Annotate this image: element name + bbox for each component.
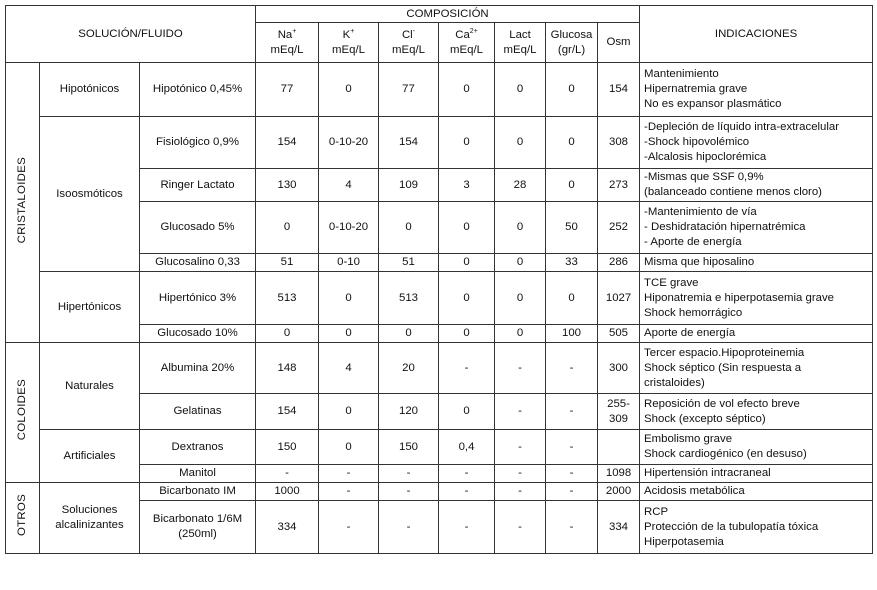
- group-label-text: OTROS: [16, 494, 28, 537]
- value-cl: 120: [379, 394, 439, 430]
- indication-line: TCE grave: [644, 276, 699, 289]
- value-cl: 513: [379, 272, 439, 325]
- subgroup-label: Isoosmóticos: [40, 117, 140, 272]
- value-cl: 77: [379, 63, 439, 117]
- value-cl: 51: [379, 254, 439, 272]
- value-lact: -: [495, 430, 546, 465]
- value-k: 0-10-20: [319, 202, 379, 254]
- value-lact: -: [495, 394, 546, 430]
- column-header-cl: [379, 23, 439, 63]
- indication-line: Hiponatremia e hiperpotasemia grave: [644, 291, 834, 304]
- indication-line: Embolismo grave: [644, 433, 733, 445]
- table-row: [6, 272, 873, 325]
- indication-line: Shock hemorrágico: [644, 306, 743, 319]
- indications-cell: [640, 117, 873, 169]
- value-na: 1000: [256, 483, 319, 501]
- solution-name: Glucosado 5%: [140, 202, 256, 254]
- value-cl: 154: [379, 117, 439, 169]
- indication-line: Hipernatremia grave: [644, 83, 748, 95]
- column-header-sup: +: [292, 27, 297, 35]
- value-osm: 255- 309: [598, 394, 640, 430]
- solution-name: Albumina 20%: [140, 343, 256, 394]
- indication-line: Misma que hiposalino: [644, 256, 755, 268]
- indication-line: Reposición de vol efecto breve: [644, 397, 800, 410]
- column-header-unit: mEq/L: [450, 43, 483, 56]
- value-glu: 0: [546, 272, 598, 325]
- indication-line: -Alcalosis hipoclorémica: [644, 151, 767, 163]
- value-k: 0-10-20: [319, 117, 379, 169]
- value-lact: 0: [495, 272, 546, 325]
- column-header-sup: 2+: [469, 27, 478, 35]
- indications-cell: [640, 501, 873, 554]
- value-cl: 0: [379, 325, 439, 343]
- value-ca: -: [439, 501, 495, 554]
- indications-cell: [640, 169, 873, 202]
- value-k: 4: [319, 343, 379, 394]
- value-ca: -: [439, 465, 495, 483]
- value-na: 130: [256, 169, 319, 202]
- value-glu: 0: [546, 63, 598, 117]
- value-na: 77: [256, 63, 319, 117]
- column-header-unit: (gr/L): [557, 43, 586, 56]
- indications-cell: [640, 483, 873, 501]
- indication-line: Shock cardiogénico (en desuso): [644, 448, 807, 460]
- column-header-label: [549, 28, 594, 43]
- indications-cell: [640, 325, 873, 343]
- indication-line: Acidosis metabólica: [644, 485, 745, 497]
- indication-line: Tercer espacio.Hipoproteinemia: [644, 346, 805, 359]
- indication-line: -Shock hipovolémico: [644, 136, 750, 148]
- indication-line: cristaloides): [644, 376, 705, 389]
- value-cl: -: [379, 483, 439, 501]
- solution-name: Dextranos: [140, 430, 256, 465]
- indication-line: Hiperpotasemia: [644, 535, 724, 548]
- column-header-label: [259, 28, 315, 43]
- value-osm: 1027: [598, 272, 640, 325]
- header-row-1: [6, 6, 873, 23]
- value-osm: 2000: [598, 483, 640, 501]
- value-osm: 1098: [598, 465, 640, 483]
- group-label-cristaloides: [6, 63, 40, 343]
- value-k: -: [319, 501, 379, 554]
- solucion-header: SOLUCIÓN/FLUIDO: [6, 6, 256, 63]
- value-k: 0-10: [319, 254, 379, 272]
- value-glu: 33: [546, 254, 598, 272]
- value-lact: 0: [495, 254, 546, 272]
- indication-line: Hipertensión intracraneal: [644, 467, 771, 479]
- value-k: 0: [319, 272, 379, 325]
- subgroup-label: Artificiales: [40, 430, 140, 483]
- value-na: 148: [256, 343, 319, 394]
- column-header-sup: +: [350, 27, 355, 35]
- table-row: [6, 117, 873, 169]
- value-ca: 0: [439, 63, 495, 117]
- subgroup-label: Soluciones alcalinizantes: [40, 483, 140, 554]
- value-cl: 109: [379, 169, 439, 202]
- indications-cell: [640, 202, 873, 254]
- value-ca: 0: [439, 254, 495, 272]
- value-osm: 273: [598, 169, 640, 202]
- column-header-na: [256, 23, 319, 63]
- indications-cell: [640, 254, 873, 272]
- column-header-unit: mEq/L: [503, 43, 537, 56]
- value-ca: 0: [439, 325, 495, 343]
- indication-line: Protección de la tubulopatía tóxica: [644, 520, 819, 533]
- indication-line: Shock (excepto séptico): [644, 412, 766, 425]
- indication-line: Shock séptico (Sin respuesta a: [644, 361, 802, 374]
- indications-cell: [640, 394, 873, 430]
- fluid-solutions-table: [5, 5, 873, 554]
- value-k: 0: [319, 325, 379, 343]
- solution-name: Hipotónico 0,45%: [140, 63, 256, 117]
- column-header-glucosa: [546, 23, 598, 63]
- solution-name: Hipertónico 3%: [140, 272, 256, 325]
- indication-line: - Aporte de energía: [644, 236, 742, 248]
- value-cl: -: [379, 465, 439, 483]
- value-na: 513: [256, 272, 319, 325]
- column-header-label: [442, 28, 491, 43]
- value-lact: 0: [495, 325, 546, 343]
- value-na: 150: [256, 430, 319, 465]
- column-header-base: Na: [277, 28, 293, 41]
- value-glu: 100: [546, 325, 598, 343]
- value-glu: -: [546, 394, 598, 430]
- value-na: 0: [256, 202, 319, 254]
- value-na: -: [256, 465, 319, 483]
- value-glu: -: [546, 501, 598, 554]
- table-container: [5, 5, 873, 554]
- group-label-text: COLOIDES: [16, 379, 28, 441]
- column-header-base: Lact: [509, 28, 531, 41]
- indication-line: Mantenimiento: [644, 68, 719, 80]
- value-glu: -: [546, 343, 598, 394]
- subgroup-label: Naturales: [40, 343, 140, 430]
- value-k: 0: [319, 430, 379, 465]
- value-k: -: [319, 483, 379, 501]
- value-ca: 3: [439, 169, 495, 202]
- value-ca: -: [439, 483, 495, 501]
- solution-name: Gelatinas: [140, 394, 256, 430]
- indications-cell: [640, 465, 873, 483]
- column-header-base: Glucosa: [550, 28, 593, 41]
- value-na: 154: [256, 117, 319, 169]
- value-cl: -: [379, 501, 439, 554]
- column-header-base: Osm: [606, 36, 631, 48]
- value-k: -: [319, 465, 379, 483]
- value-glu: 50: [546, 202, 598, 254]
- value-glu: -: [546, 465, 598, 483]
- column-header-base: Ca: [455, 28, 470, 41]
- table-row: [6, 430, 873, 465]
- value-cl: 20: [379, 343, 439, 394]
- column-header-ca: [439, 23, 495, 63]
- value-lact: -: [495, 465, 546, 483]
- solution-name: Fisiológico 0,9%: [140, 117, 256, 169]
- column-header-unit: mEq/L: [392, 43, 425, 56]
- column-header-label: [322, 28, 375, 43]
- value-na: 0: [256, 325, 319, 343]
- indications-cell: [640, 272, 873, 325]
- solution-name: Bicarbonato IM: [140, 483, 256, 501]
- value-osm: 154: [598, 63, 640, 117]
- value-cl: 150: [379, 430, 439, 465]
- table-row: [6, 483, 873, 501]
- value-na: 51: [256, 254, 319, 272]
- solution-name: Bicarbonato 1/6M (250ml): [140, 501, 256, 554]
- value-ca: -: [439, 343, 495, 394]
- solution-name: Glucosalino 0,33: [140, 254, 256, 272]
- column-header-lact: [495, 23, 546, 63]
- solution-name: Ringer Lactato: [140, 169, 256, 202]
- indication-line: Aporte de energía: [644, 327, 736, 339]
- subgroup-label: Hipotónicos: [40, 63, 140, 117]
- value-osm: [598, 430, 640, 465]
- column-header-label: [382, 28, 435, 43]
- value-ca: 0,4: [439, 430, 495, 465]
- group-label-text: CRISTALOIDES: [16, 156, 28, 244]
- column-header-unit: mEq/L: [270, 43, 304, 56]
- value-osm: 252: [598, 202, 640, 254]
- indication-line: -Depleción de líquido intra-extracelular: [644, 121, 840, 133]
- value-glu: 0: [546, 169, 598, 202]
- subgroup-label: Hipertónicos: [40, 272, 140, 343]
- composicion-header: COMPOSICIÓN: [256, 6, 640, 23]
- indications-cell: [640, 63, 873, 117]
- column-header-sup: -: [412, 27, 416, 35]
- column-header-osm: [598, 23, 640, 63]
- value-osm: 300: [598, 343, 640, 394]
- indication-line: -Mismas que SSF 0,9%: [644, 171, 764, 183]
- value-k: 4: [319, 169, 379, 202]
- table-row: [6, 343, 873, 394]
- value-lact: 0: [495, 202, 546, 254]
- solution-name: Glucosado 10%: [140, 325, 256, 343]
- column-header-label: [601, 35, 636, 50]
- value-osm: 505: [598, 325, 640, 343]
- column-header-base: K: [342, 28, 351, 41]
- value-cl: 0: [379, 202, 439, 254]
- value-lact: 28: [495, 169, 546, 202]
- indication-line: - Deshidratación hipernatrémica: [644, 221, 806, 233]
- value-ca: 0: [439, 394, 495, 430]
- table-body: [6, 63, 873, 554]
- indication-line: No es expansor plasmático: [644, 98, 782, 110]
- value-lact: -: [495, 501, 546, 554]
- column-header-label: [498, 28, 542, 43]
- column-header-k: [319, 23, 379, 63]
- group-label-otros: [6, 483, 40, 554]
- value-lact: -: [495, 343, 546, 394]
- group-label-coloides: [6, 343, 40, 483]
- value-osm: 334: [598, 501, 640, 554]
- value-lact: 0: [495, 117, 546, 169]
- value-ca: 0: [439, 272, 495, 325]
- value-k: 0: [319, 63, 379, 117]
- value-na: 154: [256, 394, 319, 430]
- value-glu: -: [546, 483, 598, 501]
- table-row: [6, 63, 873, 117]
- value-k: 0: [319, 394, 379, 430]
- indications-cell: [640, 430, 873, 465]
- value-lact: 0: [495, 63, 546, 117]
- value-osm: 308: [598, 117, 640, 169]
- indication-line: RCP: [644, 505, 669, 518]
- indication-line: -Mantenimiento de vía: [644, 206, 757, 218]
- indication-line: (balanceado contiene menos cloro): [644, 186, 822, 198]
- indications-cell: [640, 343, 873, 394]
- value-ca: 0: [439, 117, 495, 169]
- value-osm: 286: [598, 254, 640, 272]
- value-glu: -: [546, 430, 598, 465]
- value-ca: 0: [439, 202, 495, 254]
- indicaciones-header: INDICACIONES: [640, 6, 873, 63]
- value-glu: 0: [546, 117, 598, 169]
- value-lact: -: [495, 483, 546, 501]
- column-header-unit: mEq/L: [332, 43, 365, 56]
- solution-name: Manitol: [140, 465, 256, 483]
- value-na: 334: [256, 501, 319, 554]
- column-header-base: Cl: [401, 28, 413, 41]
